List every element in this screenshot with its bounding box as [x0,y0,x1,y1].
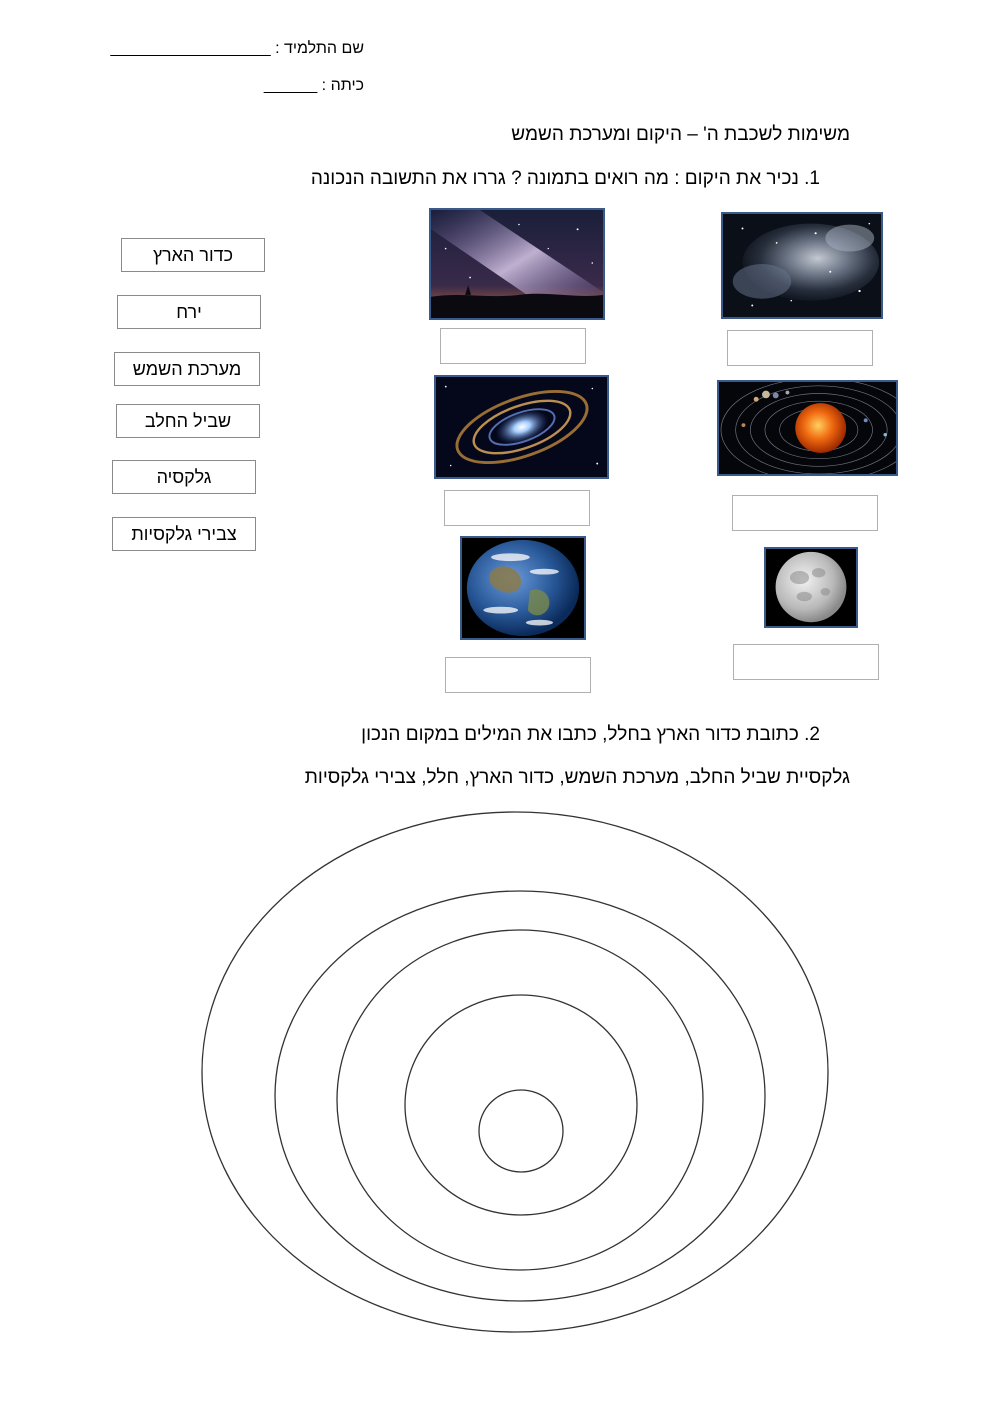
moon-icon [764,547,858,628]
word-earth[interactable]: כדור הארץ [121,238,265,272]
answer-box-3[interactable] [732,495,878,531]
spiral-galaxy-icon [434,375,609,479]
word-milky-way[interactable]: שביל החלב [116,404,260,438]
answer-box-5[interactable] [733,644,879,680]
answer-box-6[interactable] [445,657,591,693]
circle-ring-4 [405,995,637,1215]
question-2-text: 2. כתובת כדור הארץ בחלל, כתבו את המילים במקום הנכון [361,724,820,745]
word-moon[interactable]: ירח [117,295,261,329]
word-solar-system[interactable]: מערכת השמש [114,352,260,386]
word-galaxy[interactable]: גלקסיה [112,460,256,494]
answer-box-1[interactable] [727,330,873,366]
worksheet-title: משימות לשכבת ה' – היקום ומערכת השמש [511,124,850,145]
answer-box-2[interactable] [440,328,586,364]
class-label: כיתה : ______ [263,77,364,94]
student-name-label: שם התלמיד : __________________ [110,40,364,57]
answer-box-4[interactable] [444,490,590,526]
earth-icon [460,536,586,640]
word-galaxy-clusters[interactable]: צבירי גלקסיות [112,517,256,551]
circle-ring-1 [202,812,828,1332]
galaxy-cluster-icon [721,212,883,319]
circle-ring-5 [479,1090,563,1172]
concentric-circles-diagram [0,800,1000,1380]
circle-ring-3 [337,930,703,1270]
milky-way-icon [429,208,605,320]
question-2-word-list: גלקסיית שביל החלב, מערכת השמש, כדור הארץ, חלל, צבירי גלקסיות [304,767,850,788]
circle-ring-2 [275,891,765,1301]
question-1-text: 1. נכיר את היקום : מה רואים בתמונה ? גררו את התשובה הנכונה [310,168,820,189]
solar-system-icon [717,380,898,476]
